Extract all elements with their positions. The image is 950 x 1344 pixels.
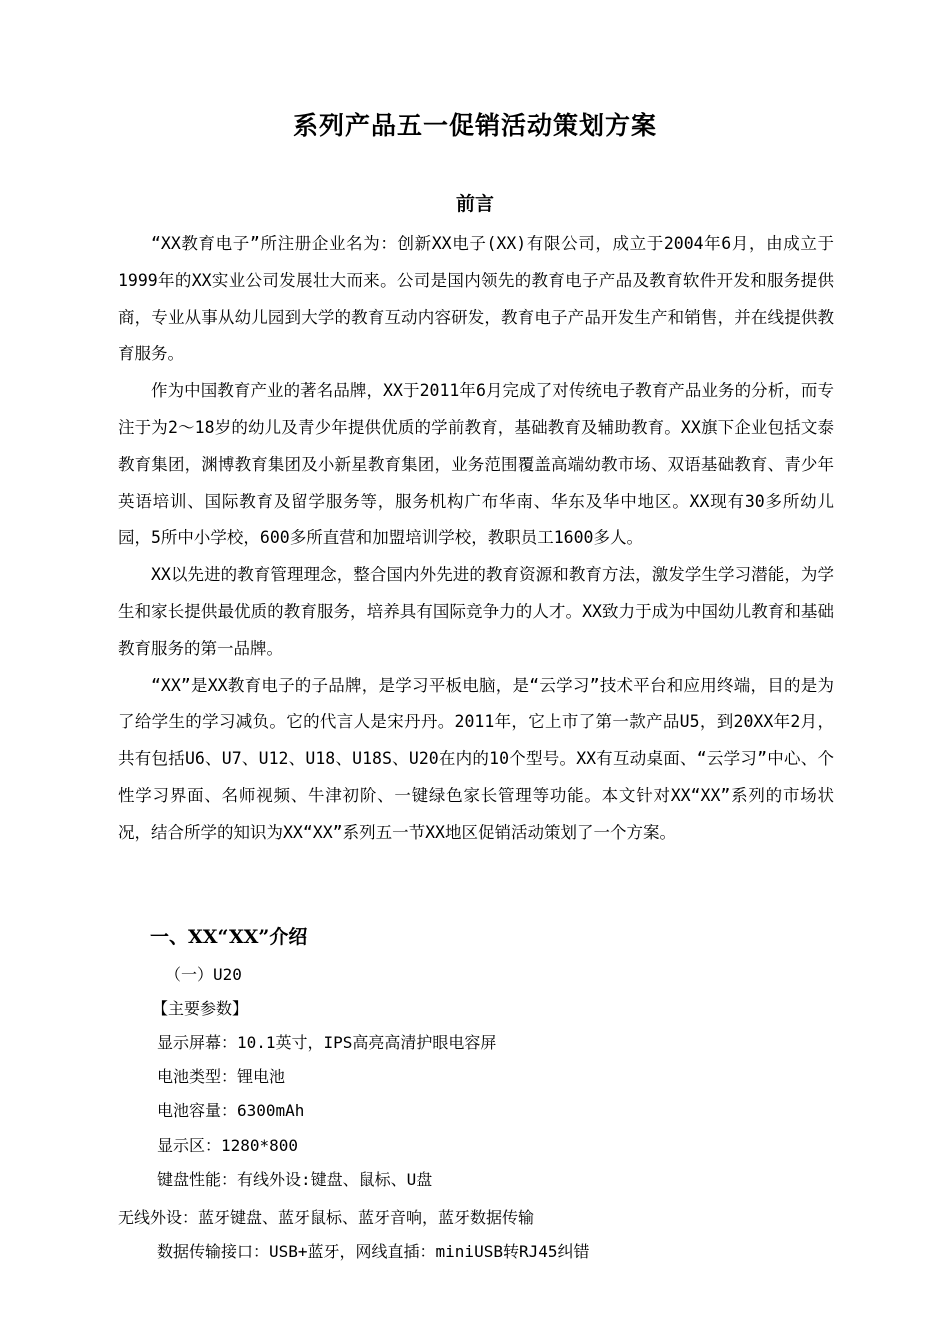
preface-paragraph-4: “XX”是XX教育电子的子品牌，是学习平板电脑，是“云学习”技术平台和应用终端，目的是为了给学生的学习减负。它的代言人是宋丹丹。2011年，它上市了第一款产品U5，到20XX年2月，共有包括U6、U7、U12、U18、U18S、U20在内的10个型号。XX有互动桌面、“云学习”中心、个性学习界面、名师视频、牛津初阶、一键绿色家长管理等功能。本文针对XX“XX”系列的市场状况，结合所学的知识为XX“XX”系列五一节XX地区促销活动策划了一个方案。 (118, 675, 834, 842)
document-title: 系列产品五一促销活动策划方案 (292, 111, 657, 140)
preface-paragraph-2: 作为中国教育产业的著名品牌，XX于2011年6月完成了对传统电子教育产品业务的分析，而专注于为2～18岁的幼儿及青少年提供优质的学前教育，基础教育及辅助教育。XX旗下企业包括文泰教育集团，渊博教育集团及小新星教育集团，业务范围覆盖高端幼教市场、双语基础教育、青少年英语培训、国际教育及留学服务等，服务机构广布华南、华东及华中地区。XX现有30多所幼儿园，5所中小学校，600多所直营和加盟培训学校，教职员工1600多人。 (118, 381, 834, 548)
param-battery-type: 电池类型：锂电池 (157, 1067, 286, 1086)
preface-body (118, 226, 834, 852)
preface-heading: 前言 (455, 193, 494, 215)
subsection-heading: （一）U20 (165, 965, 242, 984)
preface-paragraph-1: “XX教育电子”所注册企业名为：创新XX电子(XX)有限公司，成立于2004年6月，由成立于1999年的XX实业公司发展壮大而来。公司是国内领先的教育电子产品及教育软件开发和服务提供商，专业从事从幼儿园到大学的教育互动内容研发，教育电子产品开发生产和销售，并在线提供教育服务。 (118, 234, 834, 364)
param-screen: 显示屏幕：10.1英寸，IPS高亮高清护眼电容屏 (157, 1033, 497, 1052)
params-label: 【主要参数】 (152, 999, 249, 1018)
param-resolution: 显示区：1280*800 (157, 1136, 299, 1155)
param-battery-capacity: 电池容量：6300mAh (157, 1101, 305, 1120)
preface-paragraph-3: XX以先进的教育管理理念，整合国内外先进的教育资源和教育方法，激发学生学习潜能，为学生和家长提供最优质的教育服务，培养具有国际竞争力的人才。XX致力于成为中国幼儿教育和基础教育服务的第一品牌。 (118, 565, 834, 658)
section-1-heading: 一、XX“XX”介绍 (150, 926, 308, 948)
param-keyboard: 键盘性能：有线外设:键盘、鼠标、U盘 (157, 1170, 433, 1189)
param-wireless: 无线外设：蓝牙键盘、蓝牙鼠标、蓝牙音响，蓝牙数据传输 (118, 1208, 535, 1227)
param-data-port: 数据传输接口：USB+蓝牙，网线直插：miniUSB转RJ45纠错 (157, 1242, 590, 1261)
